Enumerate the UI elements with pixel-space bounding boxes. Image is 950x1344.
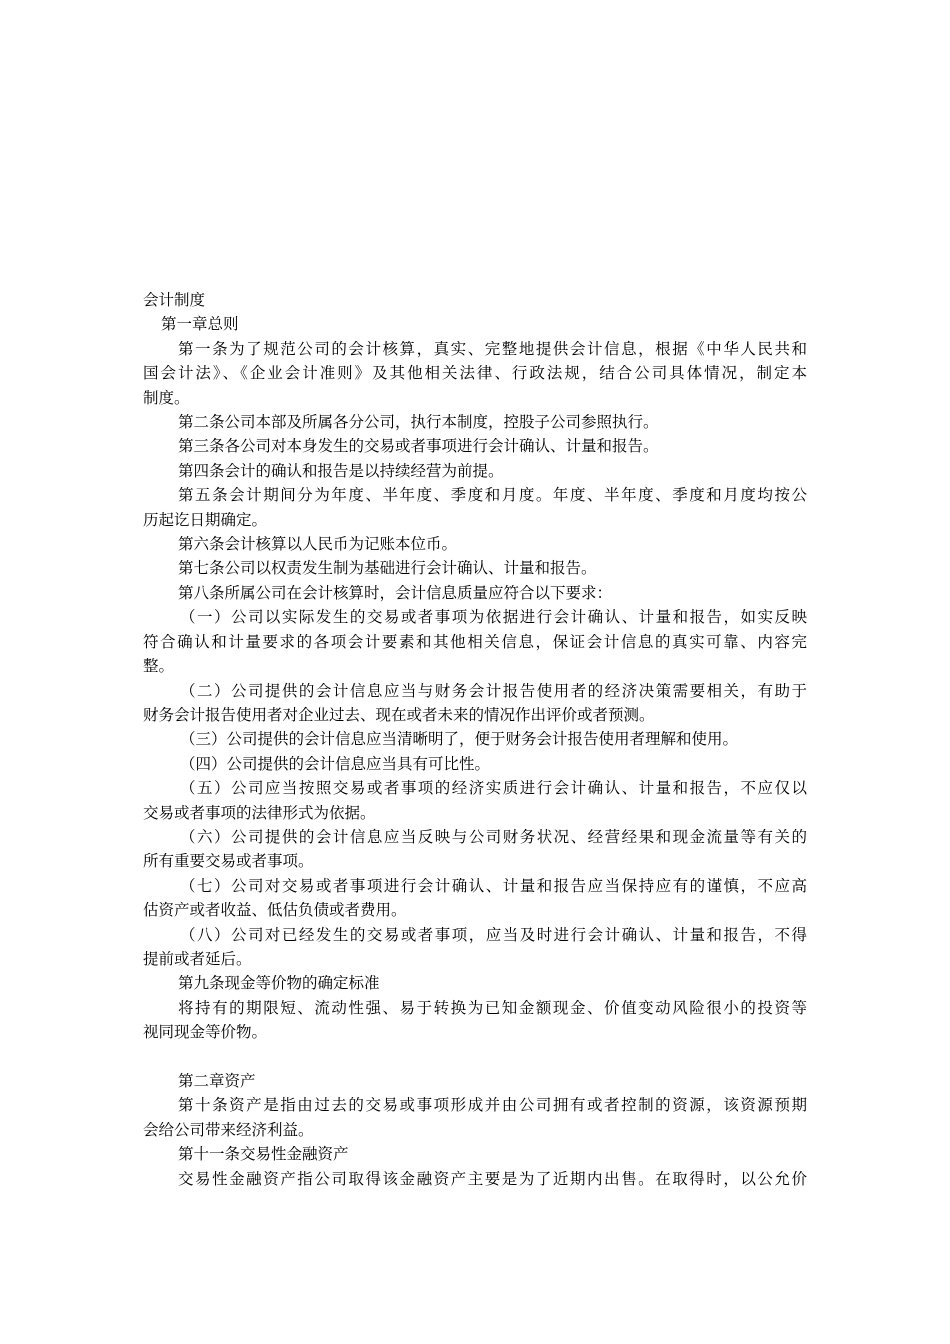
item-8-line-2: 提前或者延后。 xyxy=(143,949,252,968)
chapter-heading-2: 第二章资产 xyxy=(178,1071,256,1090)
article-1-line-2: 国会计法》、《企业会计准则》及其他相关法律、行政法规，结合公司具体情况，制定本 xyxy=(143,364,807,383)
item-1-line-3: 整。 xyxy=(143,657,175,676)
article-5-line-1: 第五条会计期间分为年度、半年度、季度和月度。年度、半年度、季度和月度均按公 xyxy=(178,486,807,505)
item-1-line-1: （一）公司以实际发生的交易或者事项为依据进行会计确认、计量和报告，如实反映 xyxy=(180,608,807,627)
article-9-body-line-2: 视同现金等价物。 xyxy=(143,1023,268,1042)
blank-line xyxy=(143,1045,807,1069)
item-2-line-2: 财务会计报告使用者对企业过去、现在或者未来的情况作出评价或者预测。 xyxy=(143,705,655,724)
item-8-line-1: （八）公司对已经发生的交易或者事项，应当及时进行会计确认、计量和报告，不得 xyxy=(180,925,807,944)
item-4: （四）公司提供的会计信息应当具有可比性。 xyxy=(180,754,491,773)
article-11-body-line-1: 交易性金融资产指公司取得该金融资产主要是为了近期内出售。在取得时，以公允价 xyxy=(178,1169,807,1188)
article-6: 第六条会计核算以人民币为记账本位币。 xyxy=(178,535,458,554)
item-1-line-2: 符合确认和计量要求的各项会计要素和其他相关信息，保证会计信息的真实可靠、内容完 xyxy=(143,632,807,651)
chapter-heading-1: 第一章总则 xyxy=(161,315,239,334)
article-1-line-1: 第一条为了规范公司的会计核算，真实、完整地提供会计信息，根据《中华人民共和 xyxy=(178,339,807,358)
article-10-line-1: 第十条资产是指由过去的交易或事项形成并由公司拥有或者控制的资源，该资源预期 xyxy=(178,1096,807,1115)
item-3: （三）公司提供的会计信息应当清晰明了，便于财务会计报告使用者理解和使用。 xyxy=(180,730,739,749)
item-5-line-2: 交易或者事项的法律形式为依据。 xyxy=(143,803,376,822)
article-11: 第十一条交易性金融资产 xyxy=(178,1145,349,1164)
document-body xyxy=(143,288,807,1191)
item-7-line-1: （七）公司对交易或者事项进行会计确认、计量和报告应当保持应有的谨慎，不应高 xyxy=(180,876,807,895)
item-6-line-2: 所有重要交易或者事项。 xyxy=(143,852,314,871)
document-title: 会计制度 xyxy=(143,291,206,309)
article-7: 第七条公司以权责发生制为基础进行会计确认、计量和报告。 xyxy=(178,559,597,578)
item-5-line-1: （五）公司应当按照交易或者事项的经济实质进行会计确认、计量和报告，不应仅以 xyxy=(180,779,807,798)
item-2-line-1: （二）公司提供的会计信息应当与财务会计报告使用者的经济决策需要相关，有助于 xyxy=(180,681,807,700)
article-1-line-3: 制度。 xyxy=(143,388,190,407)
article-4: 第四条会计的确认和报告是以持续经营为前提。 xyxy=(178,461,504,480)
article-10-line-2: 会给公司带来经济利益。 xyxy=(143,1120,314,1139)
item-7-line-2: 估资产或者收益、低估负债或者费用。 xyxy=(143,901,407,920)
item-6-line-1: （六）公司提供的会计信息应当反映与公司财务状况、经营经果和现金流量等有关的 xyxy=(180,827,807,846)
article-9-body-line-1: 将持有的期限短、流动性强、易于转换为已知金额现金、价值变动风险很小的投资等 xyxy=(178,998,807,1017)
article-8: 第八条所属公司在会计核算时，会计信息质量应符合以下要求： xyxy=(178,583,613,602)
article-5-line-2: 历起讫日期确定。 xyxy=(143,510,268,529)
article-3: 第三条各公司对本身发生的交易或者事项进行会计确认、计量和报告。 xyxy=(178,437,659,456)
article-9: 第九条现金等价物的确定标准 xyxy=(178,974,380,993)
article-2: 第二条公司本部及所属各分公司，执行本制度，控股子公司参照执行。 xyxy=(178,413,659,432)
